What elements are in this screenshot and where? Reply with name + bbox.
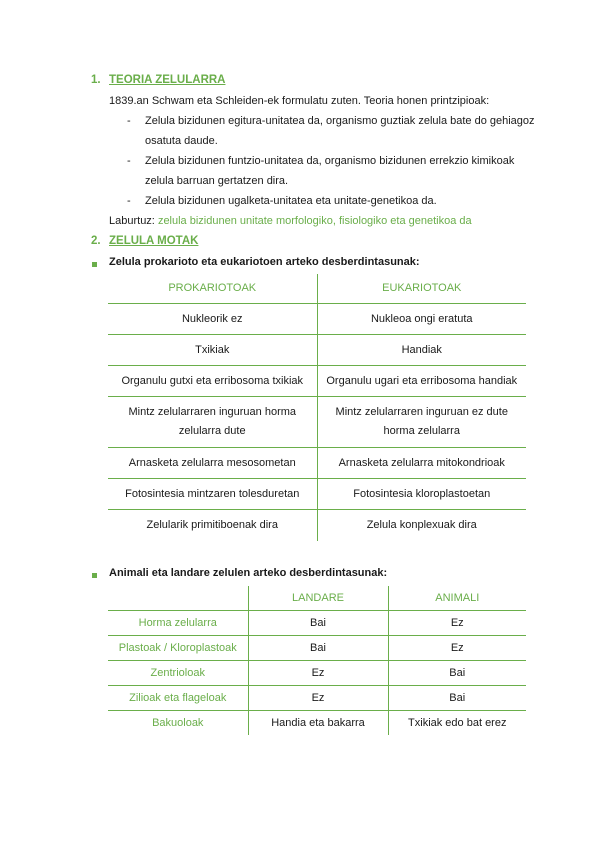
table-cell: Bai <box>248 611 388 636</box>
table-row <box>108 335 526 366</box>
table-header-row <box>108 586 526 611</box>
table-header-row <box>108 274 526 304</box>
prokaryote-eukaryote-table <box>108 274 526 541</box>
column-header <box>108 586 248 611</box>
table-cell: Ez <box>248 686 388 711</box>
dash-icon: - <box>127 155 131 167</box>
table-row <box>108 510 526 541</box>
row-header: Zentrioloak <box>108 661 248 686</box>
table-row <box>108 661 526 686</box>
table-cell: Ez <box>248 661 388 686</box>
section2-number: 2. <box>91 235 101 247</box>
row-header: Plastoak / Kloroplastoak <box>108 636 248 661</box>
table-row <box>108 686 526 711</box>
table-row <box>108 448 526 479</box>
summary-text: zelula bizidunen unitate morfologiko, fisiologiko eta genetikoa da <box>157 215 472 227</box>
section2-title: ZELULA MOTAK <box>109 235 199 247</box>
table-cell: Zelula konplexuak dira <box>366 518 477 531</box>
principle-3-line1: Zelula bizidunen ugalketa-unitatea eta unitate-genetikoa da. <box>145 195 437 207</box>
table-cell: Mintz zelularraren inguruan ez dute horma zelularra <box>317 397 526 448</box>
column-header: LANDARE <box>248 586 388 611</box>
table-cell: Arnasketa zelularra mitokondrioak <box>317 448 526 479</box>
table-cell: Bai <box>388 686 526 711</box>
section1-title: TEORIA ZELULARRA <box>109 74 226 86</box>
table-cell: Ez <box>388 636 526 661</box>
row-header: Bakuoloak <box>152 717 204 729</box>
table-row <box>108 711 526 736</box>
table-cell: Zelularik primitiboenak dira <box>108 510 317 541</box>
table-cell: Bai <box>388 661 526 686</box>
principle-2-line2: zelula barruan gertatzen dira. <box>145 175 289 187</box>
summary-label: Laburtuz: <box>109 215 155 227</box>
column-header: ANIMALI <box>388 586 526 611</box>
table-cell: Fotosintesia kloroplastoetan <box>317 479 526 510</box>
table-row <box>108 366 526 397</box>
principle-2-line1: Zelula bizidunen funtzio-unitatea da, organismo bizidunen errekzio kimikoak <box>145 155 515 167</box>
dash-icon: - <box>127 115 131 127</box>
table-cell: Txikiak edo bat erez <box>388 711 526 736</box>
row-header: Zilioak eta flageloak <box>108 686 248 711</box>
subsection2-title: Animali eta landare zelulen arteko desberdintasunak: <box>109 567 388 579</box>
table-row <box>108 611 526 636</box>
table-cell: Organulu ugari eta erribosoma handiak <box>317 366 526 397</box>
table-cell: Nukleoa ongi eratuta <box>317 304 526 335</box>
table-row <box>108 636 526 661</box>
section1-intro: 1839.an Schwam eta Schleiden-ek formulatu zuten. Teoria honen printzipioak: <box>109 95 490 107</box>
animal-plant-table <box>108 586 526 735</box>
column-header: PROKARIOTOAK <box>108 274 317 304</box>
table-cell: Organulu gutxi eta erribosoma txikiak <box>108 366 317 397</box>
column-header: EUKARIOTOAK <box>317 274 526 304</box>
table-cell: Arnasketa zelularra mesosometan <box>108 448 317 479</box>
table-cell: Handia eta bakarra <box>248 711 388 736</box>
table-cell: Txikiak <box>108 335 317 366</box>
square-bullet-icon <box>92 262 97 267</box>
section1-number: 1. <box>91 74 101 86</box>
table-cell: Nukleorik ez <box>108 304 317 335</box>
principle-1-line2: osatuta daude. <box>145 135 218 147</box>
table-row <box>108 304 526 335</box>
table-cell: Ez <box>388 611 526 636</box>
table-cell: Fotosintesia mintzaren tolesduretan <box>108 479 317 510</box>
table-row <box>108 479 526 510</box>
table-cell: Mintz zelularraren inguruan horma zelularra dute <box>108 397 317 448</box>
table-cell: Handiak <box>317 335 526 366</box>
principle-1-line1: Zelula bizidunen egitura-unitatea da, organismo guztiak zelula bate do gehiagoz <box>145 115 535 127</box>
subsection1-title: Zelula prokarioto eta eukariotoen arteko desberdintasunak: <box>109 256 420 268</box>
summary <box>109 211 472 231</box>
dash-icon: - <box>127 195 131 207</box>
table-cell: Bai <box>248 636 388 661</box>
table-row <box>108 397 526 448</box>
row-header: Horma zelularra <box>108 611 248 636</box>
square-bullet-icon <box>92 573 97 578</box>
